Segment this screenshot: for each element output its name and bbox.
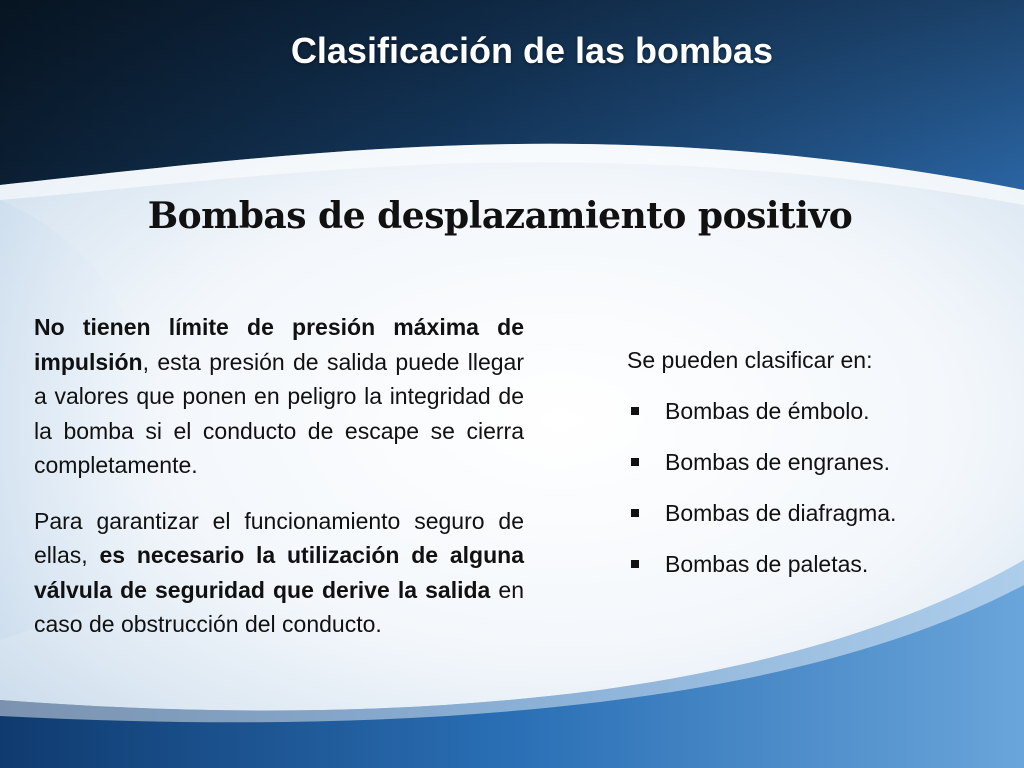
list-item (627, 496, 1007, 530)
list-item-label: Bombas de paletas. (665, 551, 869, 577)
left-p1-bold: No tienen límite de presión máxima de impulsión (34, 314, 524, 375)
list-item (627, 547, 1007, 581)
square-bullet-icon (631, 509, 639, 517)
left-p1-text: , esta presión de salida puede llegar a valores que ponen en peligro la integridad de la bomba si el conducto de escape se cierra completamente. (34, 348, 524, 478)
square-bullet-icon (631, 560, 639, 568)
list-intro: Se pueden clasificar en: (627, 347, 873, 373)
left-p2-text-2: en caso de obstrucción del conducto. (34, 576, 524, 637)
left-text-column (34, 310, 524, 663)
list-item (627, 394, 1007, 428)
slide-title: Clasificación de las bombas (290, 30, 774, 71)
left-paragraph-1 (34, 310, 524, 483)
pump-types-list (627, 394, 1007, 581)
list-item-label: Bombas de engranes. (665, 449, 891, 475)
left-p2-text-1: Para garantizar el funcionamiento seguro de ellas, (34, 507, 524, 568)
right-list-column (627, 343, 1007, 598)
slide-subtitle: Bombas de desplazamiento positivo (147, 195, 853, 237)
left-p2-bold: es necesario la utilización de alguna válvula de seguridad que derive la salida (34, 542, 524, 603)
left-paragraph-2 (34, 504, 524, 642)
list-item (627, 445, 1007, 479)
list-item-label: Bombas de diafragma. (665, 500, 897, 526)
square-bullet-icon (631, 407, 639, 415)
square-bullet-icon (631, 458, 639, 466)
list-item-label: Bombas de émbolo. (665, 398, 870, 424)
